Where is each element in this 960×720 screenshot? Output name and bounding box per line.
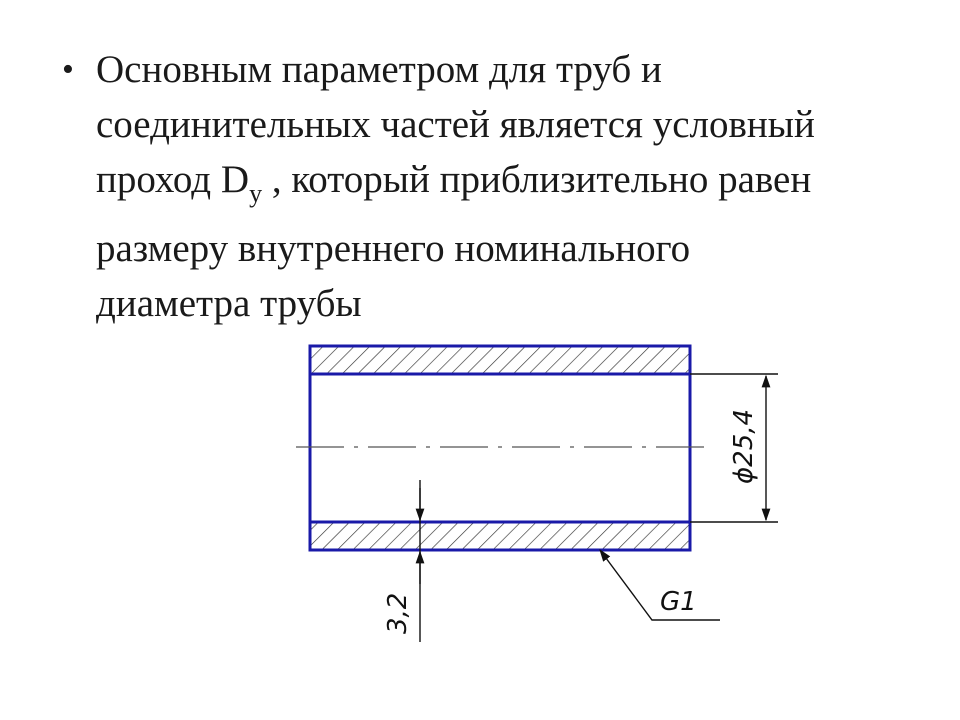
text-line-1: Основным параметром для труб и [96,48,662,91]
text-line-4: размеру внутреннего номинального [96,227,691,270]
dy-subscript: у [249,179,263,208]
thread-label: G1 [660,587,697,617]
text-line-2: соединительных частей является условный [96,103,815,146]
text-line-5: диаметра трубы [96,282,362,325]
bottom-wall-section [310,522,690,550]
top-wall-section [310,346,690,374]
text-line-3-start: проход D [96,158,250,201]
diameter-label: ϕ25,4 [729,408,759,484]
pipe-outline [310,346,690,550]
text-line-3-end: , который приблизительно равен [262,158,812,201]
bullet-symbol: • [62,51,74,88]
wall-thickness-label: 3,2 [383,592,413,634]
